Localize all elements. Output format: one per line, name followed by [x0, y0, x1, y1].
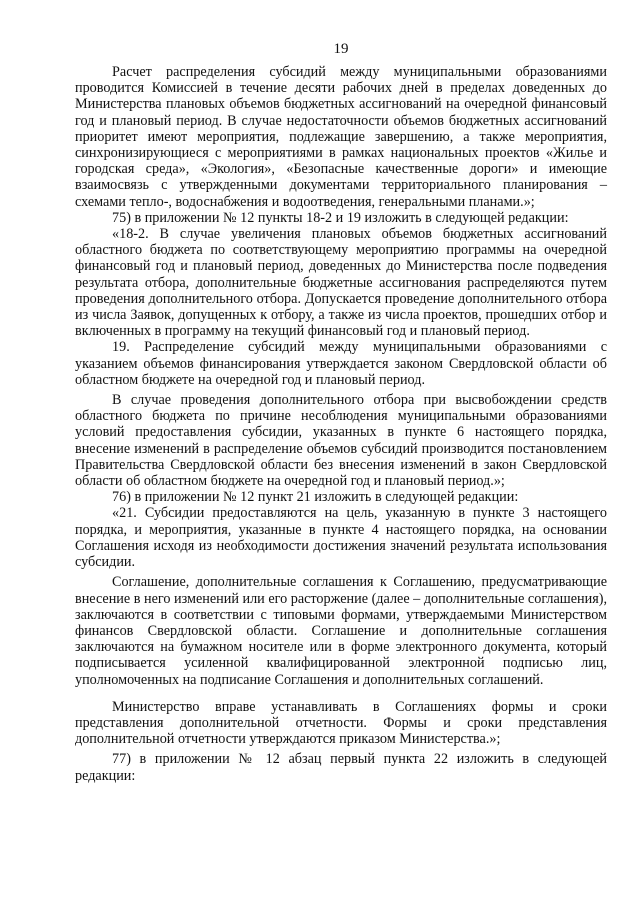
paragraph-additional-selection: В случае проведения дополнительного отбора при высвобождении средств областного бюджета по причине несоблюдения муниципальными образованиями условий предоставления субсидии, указанных в пункте 6 настоящего порядка, внесение изменений в распределение объемов субсидий производится постановлением Правительства Свердловской области без внесения изменений в закон Свердловской области об областном бюджете на очередной год и плановый период.»; [75, 392, 607, 490]
paragraph-clause-18-2: «18-2. В случае увеличения плановых объемов бюджетных ассигнований областного бюджета по соответствующему мероприятию программы на очередной финансовый год и плановый период, доведенных до Министерства после подведения результата отбора, дополнительные бюджетные ассигнования распределяются путем проведения дополнительного отбора. Допускается проведение дополнительного отбора из числа Заявок, допущенных к отбору, а также из числа проектов, прошедших отбор и включенных в программу на текущий финансовый год и плановый период. [75, 226, 607, 340]
paragraph-clause-21: «21. Субсидии предоставляются на цель, указанную в пункте 3 настоящего порядка, и мероприятия, указанные в пункте 4 настоящего порядка, на основании Соглашения исходя из необходимости достижения значений результата использования субсидии. [75, 505, 607, 571]
paragraph-agreement: Соглашение, дополнительные соглашения к Соглашению, предусматривающие внесение в него изменений или его расторжение (далее – дополнительные соглашения), заключаются в соответствии с типовыми формами, утверждаемыми Министерством финансов Свердловской области. Соглашение и дополнительные соглашения заключаются на бумажном носителе или в форме электронного документа, который подписывается усиленной квалифицированной электронной подписью лиц, уполномоченных на подписание Соглашения и дополнительных соглашений. [75, 574, 607, 688]
page-number: 19 [333, 41, 349, 57]
paragraph-item-75: 75) в приложении № 12 пункты 18-2 и 19 изложить в следующей редакции: [112, 209, 569, 226]
document-page [75, 40, 607, 784]
paragraph-subsidy-calculation: Расчет распределения субсидий между муниципальными образованиями проводится Комиссией в течение десяти рабочих дней в пределах доведенных до Министерства плановых объемов бюджетных ассигнований на очередной финансовый год и плановый период. В случае недостаточности объемов бюджетных ассигнований приоритет имеют мероприятия, подлежащие завершению, а также мероприятия, синхронизирующиеся с мероприятиями в рамках национальных проектов «Жилье и городская среда», «Экология», «Безопасные качественные дороги» и имеющие взаимосвязь с утвержденными документами территориального планирования – схемами тепло-, водоснабжения и водоотведения, генеральными планами.»; [75, 64, 607, 210]
paragraph-item-76: 76) в приложении № 12 пункт 21 изложить в следующей редакции: [112, 489, 519, 506]
paragraph-item-77: 77) в приложении № 12 абзац первый пункта 22 изложить в следующей редакции: [75, 751, 607, 784]
paragraph-clause-19: 19. Распределение субсидий между муниципальными образованиями с указанием объемов финансирования утверждается законом Свердловской области об областном бюджете на очередной год и плановый период. [75, 339, 607, 388]
paragraph-reporting: Министерство вправе устанавливать в Соглашениях формы и сроки представления дополнительной отчетности. Формы и сроки представления дополнительной отчетности утверждаются приказом Министерства.»; [75, 698, 607, 748]
